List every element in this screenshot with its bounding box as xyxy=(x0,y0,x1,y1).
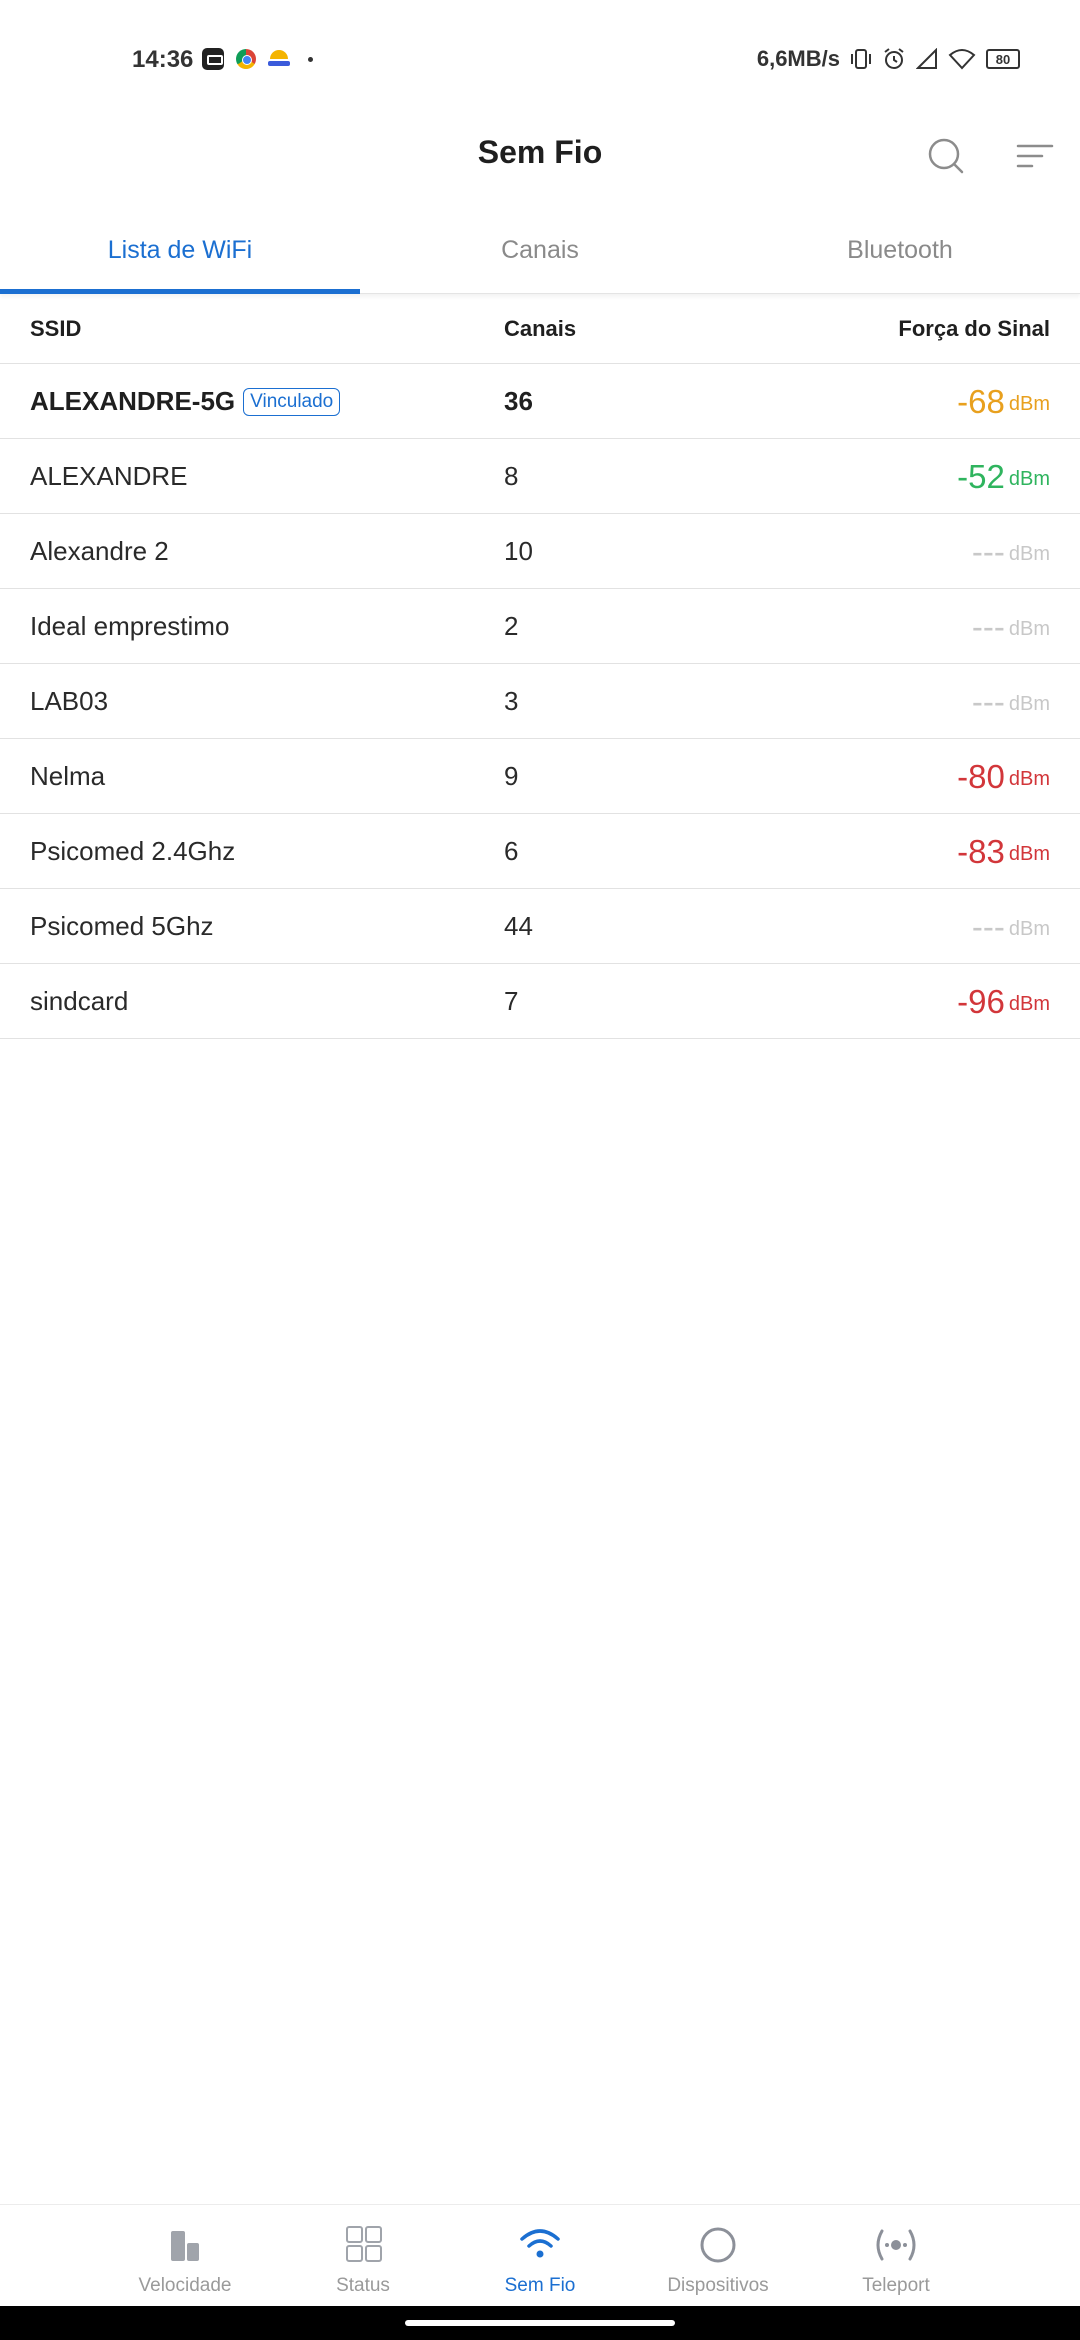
wifi-table xyxy=(0,294,1080,1039)
table-row[interactable] xyxy=(0,814,1080,889)
signal-cell xyxy=(957,739,1050,814)
page-title: Sem Fio xyxy=(477,134,603,170)
alarm-icon xyxy=(882,47,906,71)
nav-item-velocidade[interactable] xyxy=(95,2205,275,2307)
ssid-cell xyxy=(30,964,128,1039)
channel-cell: 8 xyxy=(504,461,519,491)
ssid-cell xyxy=(30,364,340,439)
signal-unit: dBm xyxy=(1008,768,1050,790)
nav-label: Teleport xyxy=(862,2275,930,2296)
ssid-cell xyxy=(30,439,188,514)
table-row[interactable] xyxy=(0,364,1080,439)
home-indicator[interactable] xyxy=(405,2320,675,2326)
nav-label: Velocidade xyxy=(138,2275,232,2296)
notification-icons xyxy=(202,48,313,70)
channel-cell: 36 xyxy=(504,386,533,416)
nav-item-status[interactable] xyxy=(273,2205,453,2307)
ssid-name: Alexandre 2 xyxy=(30,536,169,566)
ssid-name: LAB03 xyxy=(30,686,109,716)
signal-unit: dBm xyxy=(1008,393,1050,415)
signal-value: -68 xyxy=(957,382,1005,420)
column-header-signal[interactable]: Força do Sinal xyxy=(898,316,1050,341)
filter-sort-icon[interactable] xyxy=(1010,134,1058,178)
channel-cell: 7 xyxy=(504,986,519,1016)
signal-value: --- xyxy=(971,607,1005,645)
system-nav-bar xyxy=(0,2306,1080,2340)
table-body xyxy=(0,364,1080,1039)
signal-cell xyxy=(957,964,1050,1039)
signal-unit: dBm xyxy=(1008,618,1050,640)
signal-value: --- xyxy=(971,532,1005,570)
battery-icon: 80 xyxy=(986,49,1020,69)
signal-value: --- xyxy=(971,907,1005,945)
table-row[interactable] xyxy=(0,664,1080,739)
search-icon[interactable] xyxy=(922,132,970,180)
app-header xyxy=(0,120,1080,220)
signal-cell xyxy=(972,589,1050,664)
signal-unit: dBm xyxy=(1008,468,1050,490)
ssid-name: Nelma xyxy=(30,761,106,791)
ssid-cell xyxy=(30,889,214,964)
app-notification-icon xyxy=(202,48,224,70)
signal-cell xyxy=(972,514,1050,589)
wifi-status-icon xyxy=(948,48,976,70)
signal-unit: dBm xyxy=(1008,843,1050,865)
channel-cell: 3 xyxy=(504,686,519,716)
chrome-icon xyxy=(236,49,256,69)
grid-icon xyxy=(339,2223,387,2267)
signal-cell xyxy=(972,889,1050,964)
ssid-name: sindcard xyxy=(30,986,129,1016)
tab-bar xyxy=(0,210,1080,294)
tab-channels[interactable]: Canais xyxy=(501,236,579,264)
signal-value: --- xyxy=(971,682,1005,720)
speed-bars-icon xyxy=(161,2223,209,2267)
nav-item-dispositivos[interactable] xyxy=(628,2205,808,2307)
signal-value: -52 xyxy=(957,457,1005,495)
teleport-icon xyxy=(872,2223,920,2267)
signal-cell xyxy=(957,364,1050,439)
tab-bluetooth[interactable]: Bluetooth xyxy=(847,236,953,264)
table-row[interactable] xyxy=(0,439,1080,514)
table-row[interactable] xyxy=(0,514,1080,589)
status-time: 14:36 xyxy=(132,46,194,73)
ssid-cell xyxy=(30,814,235,889)
signal-value: -96 xyxy=(957,982,1005,1020)
channel-cell: 2 xyxy=(504,611,519,641)
ssid-name: ALEXANDRE-5G xyxy=(30,386,236,416)
wifi-icon xyxy=(516,2223,564,2267)
signal-unit: dBm xyxy=(1008,993,1050,1015)
channel-cell: 44 xyxy=(504,911,533,941)
ssid-name: ALEXANDRE xyxy=(30,461,188,491)
signal-value: -80 xyxy=(957,757,1005,795)
ssid-name: Psicomed 2.4Ghz xyxy=(30,836,236,866)
status-bar xyxy=(0,0,1080,120)
signal-cell xyxy=(957,439,1050,514)
nav-label: Sem Fio xyxy=(504,2275,576,2296)
table-row[interactable] xyxy=(0,739,1080,814)
column-header-ssid[interactable]: SSID xyxy=(30,316,82,341)
ssid-cell xyxy=(30,514,169,589)
ssid-cell xyxy=(30,664,108,739)
vibrate-icon xyxy=(850,47,872,71)
connected-badge: Vinculado xyxy=(243,388,340,416)
signal-unit: dBm xyxy=(1008,543,1050,565)
more-notifications-dot-icon xyxy=(308,57,313,62)
nav-item-teleport[interactable] xyxy=(806,2205,986,2307)
signal-cell xyxy=(972,664,1050,739)
ssid-name: Psicomed 5Ghz xyxy=(30,911,214,941)
table-row[interactable] xyxy=(0,589,1080,664)
table-row[interactable] xyxy=(0,964,1080,1039)
channel-cell: 10 xyxy=(504,536,533,566)
cell-signal-icon xyxy=(916,48,938,70)
signal-cell xyxy=(957,814,1050,889)
circle-icon xyxy=(694,2223,742,2267)
weather-app-icon xyxy=(268,50,290,68)
nav-label: Dispositivos xyxy=(667,2275,769,2296)
ssid-name: Ideal emprestimo xyxy=(30,611,230,641)
tab-wifi-list[interactable]: Lista de WiFi xyxy=(107,236,253,264)
table-row[interactable] xyxy=(0,889,1080,964)
network-speed: 6,6MB/s xyxy=(756,46,840,71)
signal-unit: dBm xyxy=(1008,693,1050,715)
ssid-cell xyxy=(30,739,105,814)
nav-item-sem-fio[interactable] xyxy=(450,2205,630,2307)
nav-label: Status xyxy=(336,2275,390,2296)
bottom-nav xyxy=(0,2204,1080,2306)
channel-cell: 6 xyxy=(504,836,519,866)
signal-value: -83 xyxy=(957,832,1005,870)
column-header-channels[interactable]: Canais xyxy=(504,316,577,341)
channel-cell: 9 xyxy=(504,761,519,791)
ssid-cell xyxy=(30,589,229,664)
status-right xyxy=(757,46,1020,72)
signal-unit: dBm xyxy=(1008,918,1050,940)
table-header xyxy=(0,294,1080,364)
